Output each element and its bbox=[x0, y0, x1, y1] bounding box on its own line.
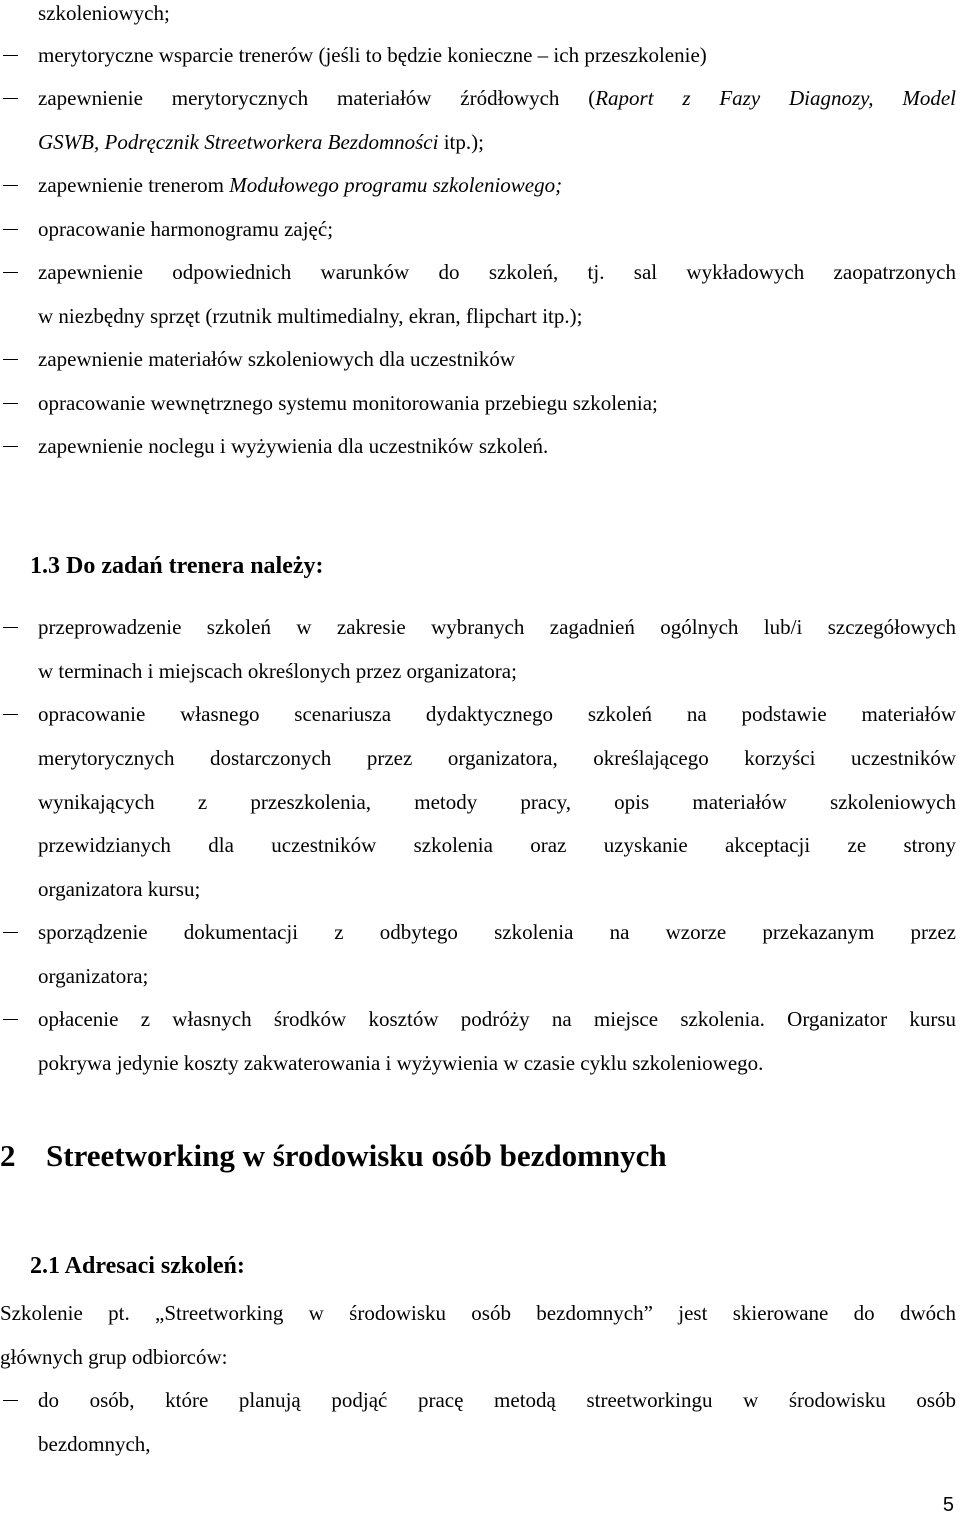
list-dash bbox=[3, 229, 18, 230]
paragraph-line: Szkolenie pt. „Streetworking w środowisku osób bezdomnych” jest skierowane do dwóch bbox=[0, 1301, 956, 1325]
chapter-title: Streetworking w środowisku osób bezdomnych bbox=[46, 1138, 667, 1173]
section-heading-2-1: 2.1 Adresaci szkoleń: bbox=[30, 1253, 245, 1279]
list-item-continuation: w terminach i miejscach określonych przez organizatora; bbox=[38, 659, 517, 683]
list-dash bbox=[3, 185, 18, 186]
list-dash bbox=[3, 403, 18, 404]
list-item-continuation: w niezbędny sprzęt (rzutnik multimedialny, ekran, flipchart itp.); bbox=[38, 304, 583, 328]
list-dash bbox=[3, 359, 18, 360]
section-heading-1-3: 1.3 Do zadań trenera należy: bbox=[30, 553, 324, 579]
list-dash bbox=[3, 627, 18, 628]
list-item: zapewnienie trenerom Modułowego programu szkoleniowego; bbox=[38, 173, 563, 197]
list-item-continuation: merytorycznych dostarczonych przez organizatora, określającego korzyści uczestników bbox=[38, 746, 956, 770]
list-item: zapewnienie materiałów szkoleniowych dla uczestników bbox=[38, 347, 515, 371]
text-line: szkoleniowych; bbox=[38, 1, 170, 25]
list-dash bbox=[3, 714, 18, 715]
list-dash bbox=[3, 932, 18, 933]
list-dash bbox=[3, 98, 18, 99]
page-number: 5 bbox=[942, 1494, 954, 1516]
list-item: opracowanie własnego scenariusza dydaktycznego szkoleń na podstawie materiałów bbox=[38, 702, 956, 726]
chapter-number: 2 bbox=[0, 1138, 16, 1173]
list-item-continuation: GSWB, Podręcznik Streetworkera Bezdomności itp.); bbox=[38, 130, 484, 154]
list-item: opracowanie harmonogramu zajęć; bbox=[38, 217, 334, 241]
paragraph-line: głównych grup odbiorców: bbox=[0, 1345, 228, 1369]
list-dash bbox=[3, 1019, 18, 1020]
list-item-continuation: pokrywa jedynie koszty zakwaterowania i wyżywienia w czasie cyklu szkoleniowego. bbox=[38, 1051, 764, 1075]
list-item-continuation: organizatora; bbox=[38, 964, 149, 988]
list-dash bbox=[3, 272, 18, 273]
list-item: do osób, które planują podjąć pracę metodą streetworkingu w środowisku osób bbox=[38, 1388, 956, 1412]
list-item-continuation: przewidzianych dla uczestników szkolenia oraz uzyskanie akceptacji ze strony bbox=[38, 833, 956, 857]
list-item: przeprowadzenie szkoleń w zakresie wybranych zagadnień ogólnych lub/i szczegółowych bbox=[38, 615, 956, 639]
list-dash bbox=[3, 1400, 18, 1401]
list-item-continuation: wynikających z przeszkolenia, metody pracy, opis materiałów szkoleniowych bbox=[38, 790, 956, 814]
list-item: zapewnienie noclegu i wyżywienia dla uczestników szkoleń. bbox=[38, 434, 549, 458]
list-item: merytoryczne wsparcie trenerów (jeśli to będzie konieczne – ich przeszkolenie) bbox=[38, 43, 707, 67]
list-dash bbox=[3, 446, 18, 447]
list-item: opłacenie z własnych środków kosztów podróży na miejsce szkolenia. Organizator kursu bbox=[38, 1007, 956, 1031]
list-item: zapewnienie merytorycznych materiałów źródłowych (Raport z Fazy Diagnozy, Model bbox=[38, 86, 956, 110]
list-dash bbox=[3, 55, 18, 56]
list-item-continuation: organizatora kursu; bbox=[38, 877, 201, 901]
list-item: sporządzenie dokumentacji z odbytego szkolenia na wzorze przekazanym przez bbox=[38, 920, 956, 944]
list-item: zapewnienie odpowiednich warunków do szkoleń, tj. sal wykładowych zaopatrzonych bbox=[38, 260, 956, 284]
chapter-heading-2 bbox=[0, 1137, 667, 1175]
list-item-continuation: bezdomnych, bbox=[38, 1432, 151, 1456]
list-item: opracowanie wewnętrznego systemu monitorowania przebiegu szkolenia; bbox=[38, 391, 658, 415]
